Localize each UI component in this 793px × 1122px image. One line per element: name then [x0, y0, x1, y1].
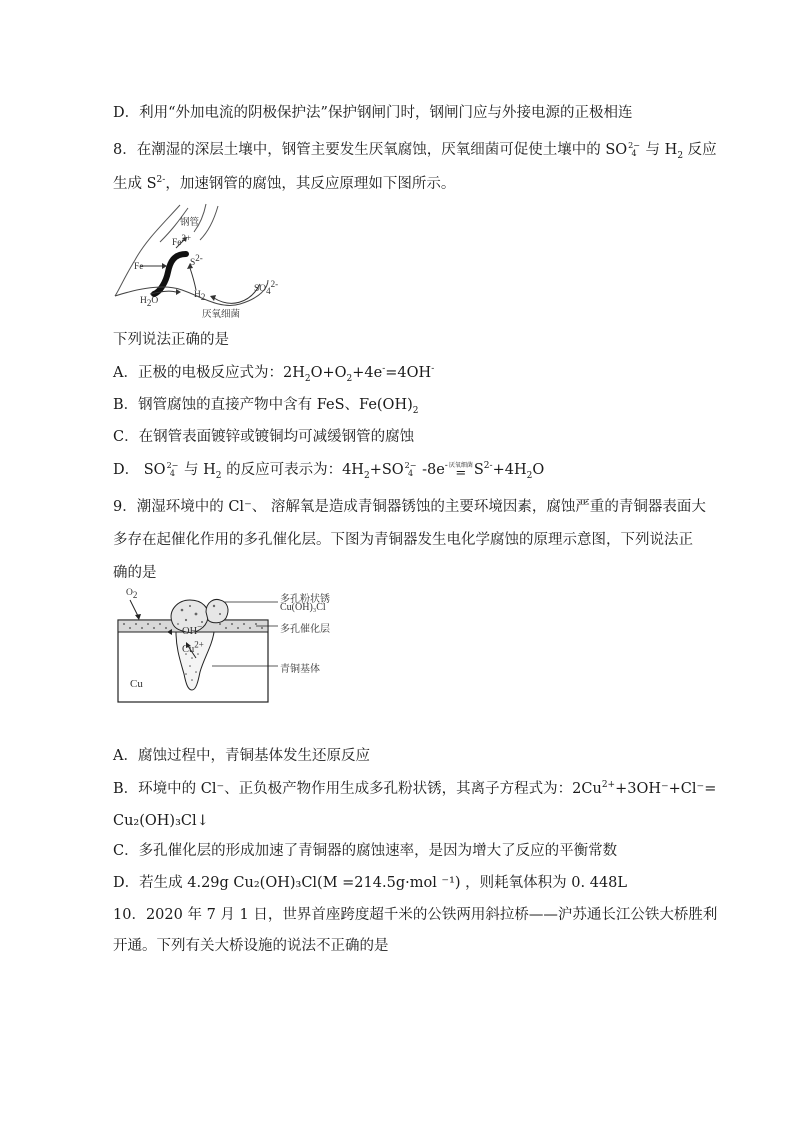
sup-2plus-b: 2+: [601, 780, 616, 791]
q9-stem-line-2: 多存在起催化作用的多孔催化层。下图为青铜器发生电化学腐蚀的原理示意图，下列说法正: [113, 532, 693, 548]
q8-stem-line-2: [113, 174, 455, 194]
fe2-charge: 2+: [181, 233, 192, 243]
bottom-flow-curve: [115, 280, 268, 305]
steel-pipe-shape: [154, 254, 186, 294]
so4-charge: 2-: [270, 279, 279, 289]
sup-minus-a1: -: [382, 364, 386, 375]
sub-2-b: 2: [412, 405, 419, 416]
q8-a-text-4: =4OH: [385, 365, 432, 381]
q8-stem-text: 8．在潮湿的深层土壤中，钢管主要发生厌氧腐蚀，厌氧细菌可促使土壤中的 SO: [113, 142, 628, 158]
o2-arrow-head: [135, 614, 141, 620]
q8-option-b: [113, 395, 418, 415]
fe-label: Fe: [134, 262, 144, 272]
fe2-label: [172, 233, 192, 249]
q9-option-b-line-2: Cu₂(OH)₃Cl↓: [113, 813, 209, 829]
reaction-condition: [448, 462, 473, 481]
q9-stem-line-3: 确的是: [113, 565, 157, 581]
sub-2-d3: 2: [526, 470, 533, 481]
o2-label: [126, 588, 137, 598]
q9-stem-line-1: 9．潮湿环境中的 Cl⁻、 溶解氧是造成青铜器锈蚀的主要环境因素，腐蚀严重的青铜器表面大: [113, 499, 706, 515]
so4-label: [254, 279, 279, 297]
q8-a-text-1: A．正极的电极反应式为：2H: [113, 365, 305, 381]
sub-2-d2: 2: [363, 470, 370, 481]
h2-text: H: [194, 290, 201, 300]
o2-arrow: [130, 600, 138, 616]
h2-label: [194, 290, 205, 300]
sulfate-charge-frac-d2: 2− 4: [404, 461, 417, 478]
cu2-label: [182, 639, 204, 655]
q8-corrosion-diagram: [110, 200, 290, 322]
h2o-sub: 2: [146, 297, 152, 308]
q8-d-text-3: 的反应可表示为：4H: [221, 462, 364, 478]
sup-minus-a2: -: [431, 364, 435, 375]
q10-stem-line-2: 开通。下列有关大桥设施的说法不正确的是: [113, 938, 389, 954]
h2o-label: [140, 296, 158, 306]
bacteria-label: 厌氧细菌: [202, 310, 241, 320]
sub-2: 2: [677, 150, 684, 161]
sulfate-charge-frac: 2− 4: [628, 141, 640, 158]
q9-option-d: D．若生成 4.29g Cu₂(OH)₃Cl(M =214.5g·mol ⁻¹) ，则耗氧体积为 0. 448L: [113, 875, 628, 891]
q8-option-a: [113, 363, 434, 383]
q9-b-text-2: +3OH⁻+Cl⁻=: [615, 781, 717, 797]
matrix-label: 青铜基体: [280, 664, 320, 675]
oh-label: [182, 621, 203, 637]
h2-sub: 2: [200, 291, 206, 302]
s-label: [190, 253, 203, 269]
fe2-text: Fe: [172, 238, 182, 249]
q9-option-b-line-1: [113, 779, 716, 799]
q8-d-text-4: +SO: [369, 462, 404, 478]
sup-2minus-d: 2-: [483, 461, 493, 472]
rust-label: 多孔粉状锈: [280, 594, 330, 605]
q8-prompt: 下列说法正确的是: [113, 332, 229, 348]
q9-bronze-diagram: [116, 588, 376, 704]
o2-text: O: [126, 588, 133, 598]
cu2-text: Cu: [182, 644, 195, 655]
rust-blob-2: [206, 600, 228, 623]
sup-2minus: 2-: [156, 175, 166, 186]
q8-d-text-2: 与 H: [179, 462, 216, 478]
q8-a-text-2: O+O: [310, 365, 347, 381]
sup-minus-d: -: [444, 461, 448, 472]
q8-option-d: [113, 460, 544, 480]
option-d-previous: D．利用“外加电流的阴极保护法”保护钢闸门时，钢闸门应与外接电源的正极相连: [113, 105, 633, 121]
catalytic-label: 多孔催化层: [280, 624, 330, 635]
q8-d-text-6: S: [473, 462, 484, 478]
q8-b-text: B．钢管腐蚀的直接产物中含有 FeS、Fe(OH): [113, 397, 413, 413]
so4-sub: 4: [266, 286, 271, 297]
o2-sub: 2: [132, 589, 138, 600]
q8-stem-line-1: [113, 140, 717, 160]
oh-charge: −: [197, 621, 203, 632]
q8-stem-text-e: ，加速钢管的腐蚀，其反应原理如下图所示。: [165, 176, 456, 192]
soil-curve-1: [115, 205, 180, 296]
h2o-text-a: H: [140, 296, 147, 306]
s-text: S: [190, 258, 196, 269]
q10-stem-line-1: 10．2020 年 7 月 1 日，世界首座跨度超千米的公铁两用斜拉桥——沪苏通长江公铁大桥胜利: [113, 907, 718, 923]
q8-d-text-7: +4H: [492, 462, 527, 478]
cu-label: Cu: [130, 678, 143, 690]
h2o-text-b: O: [151, 296, 159, 306]
q8-d-text-5: -8e: [417, 462, 445, 478]
rust-formula-label: Cu(OH)₃Cl: [280, 602, 326, 613]
sub-2-a2: 2: [346, 373, 353, 384]
soil-curve-4: [200, 206, 218, 240]
q9-option-a: A．腐蚀过程中，青铜基体发生还原反应: [113, 748, 370, 764]
cu2-charge: 2+: [194, 639, 204, 650]
so4-text: SO: [254, 284, 267, 295]
so4-arrow-head: [210, 295, 216, 301]
q9-option-c: C．多孔催化层的形成加速了青铜器的腐蚀速率，是因为增大了反应的平衡常数: [113, 843, 618, 859]
sub-2-a1: 2: [304, 373, 311, 384]
q8-stem-text-d: 生成 S: [113, 176, 157, 192]
steel-pipe-label: 钢管: [180, 218, 200, 228]
q8-stem-text-b: 与 H: [640, 142, 678, 158]
sulfate-charge-frac-d1: 2− 4: [166, 461, 179, 478]
condition-label: 厌氧细菌: [448, 462, 473, 469]
equals-sign: =: [455, 466, 467, 481]
q8-stem-text-c: 反应: [683, 142, 717, 158]
s-arrow: [190, 268, 196, 290]
q8-d-text-1: D． SO: [113, 462, 166, 478]
q8-option-c: C．在钢管表面镀锌或镀铜均可减缓钢管的腐蚀: [113, 429, 415, 445]
q9-b-text-1: B．环境中的 Cl⁻、正负极产物作用生成多孔粉状锈，其离子方程式为：2Cu: [113, 781, 602, 797]
q9-diagram-svg: [116, 588, 376, 704]
q8-d-text-8: O: [532, 462, 545, 478]
sub-2-d1: 2: [215, 470, 222, 481]
s-charge: 2-: [195, 253, 203, 263]
oh-text: OH: [182, 626, 198, 637]
q8-a-text-3: +4e: [352, 365, 383, 381]
